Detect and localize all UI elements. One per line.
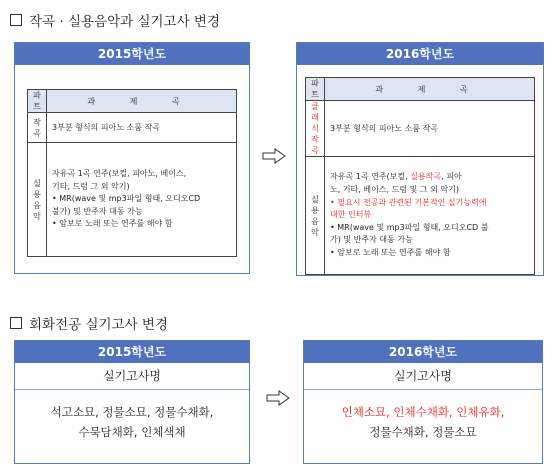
content-line <box>330 171 529 184</box>
row-content <box>47 143 237 257</box>
panel-2016-composition <box>296 42 544 276</box>
header-part: 파트 <box>306 78 325 101</box>
exam-name-line: 정물수채화, 정물소묘 <box>369 425 477 439</box>
content-line: • 암보로 노래 또는 연주를 해야 함 <box>330 247 451 257</box>
table-row <box>306 157 535 275</box>
row-content: 3부분 형식의 피아노 소품 작곡 <box>325 101 535 157</box>
table-row <box>28 143 237 257</box>
panel-year-2015: 2015학년도 <box>15 341 249 363</box>
content-text-highlight: 실용작곡 <box>410 172 442 182</box>
section2-title-text: 회화전공 실기고사 변경 <box>29 317 168 333</box>
row-part-line: 실용 <box>311 194 319 215</box>
row-part-line: 음악 <box>33 200 41 221</box>
row-part-line: 실용 <box>33 178 41 199</box>
panel-2015-composition <box>14 42 250 274</box>
header-part: 파트 <box>28 90 47 113</box>
content-line: 기타, 드럼 그 외 악기) <box>52 181 130 191</box>
exam-name-list <box>304 390 542 442</box>
panel-year-2016: 2016학년도 <box>304 341 542 363</box>
content-line: 가) 및 반주자 대동 가능 <box>330 235 413 245</box>
row-part-line: 음악 <box>311 216 319 237</box>
content-text: 자유곡 1곡 연주(보컬, <box>330 172 411 182</box>
checkbox-square-icon <box>10 317 22 329</box>
content-line-highlight: • 필요시 전공과 관련된 기본적인 실기능력에 <box>330 197 487 207</box>
exam-name-list <box>15 390 249 442</box>
table-header-row <box>28 90 237 113</box>
content-line: 자유곡 1곡 연주(보컬, 피아노, 베이스, <box>52 169 187 179</box>
table-row <box>306 101 535 157</box>
panel-year-2015: 2015학년도 <box>15 43 249 65</box>
panel-2015-painting <box>14 340 250 464</box>
row-part: 작곡 <box>28 113 47 143</box>
content-line: 불가) 및 반주자 대동 가능 <box>52 206 143 216</box>
header-title: 과 제 곡 <box>47 90 237 113</box>
arrow-right-icon <box>266 390 290 406</box>
row-part-line: 클래식 <box>311 102 319 133</box>
content-text: , 피아 <box>441 172 462 182</box>
row-part-line: 작곡 <box>311 135 319 155</box>
row-content: 3부분 형식의 피아노 소품 작곡 <box>47 113 237 143</box>
arrow-right-icon <box>262 148 286 164</box>
row-part <box>306 157 325 275</box>
content-line-highlight: 대한 인터뷰 <box>330 210 372 220</box>
row-part <box>28 143 47 257</box>
panel-2016-painting <box>303 340 543 464</box>
row-part <box>306 101 325 157</box>
content-line: • MR(wave 및 mp3파일 형태, 오디오CD <box>52 194 201 204</box>
assignment-table-2015 <box>27 89 237 257</box>
content-line: • MR(wave 및 mp3파일 형태, 오디오CD 불 <box>330 222 489 232</box>
exam-name-line: 석고소묘, 정물소묘, 정물수채화, <box>50 405 214 419</box>
assignment-table-2016 <box>305 77 535 275</box>
row-content <box>325 157 535 275</box>
header-title: 과 제 곡 <box>325 78 535 101</box>
table-header-row <box>306 78 535 101</box>
section2-title <box>10 313 168 333</box>
exam-name-line-highlight: 인체소묘, 인체수채화, 인체유화, <box>341 405 505 419</box>
content-line: 노, 기타, 베이스, 드럼 및 그 외 악기) <box>330 185 460 195</box>
panel-year-2016: 2016학년도 <box>297 43 543 65</box>
exam-name-line: 수묵담채화, 인체색채 <box>78 425 186 439</box>
checkbox-square-icon <box>10 14 22 26</box>
section1-title <box>10 10 220 30</box>
content-line: • 암보로 노래 또는 연주를 해야 함 <box>52 219 173 229</box>
table-row <box>28 113 237 143</box>
section1-title-text: 작곡 · 실용음악과 실기고사 변경 <box>29 14 220 30</box>
exam-name-header: 실기고사명 <box>15 363 249 390</box>
exam-name-header: 실기고사명 <box>304 363 542 390</box>
